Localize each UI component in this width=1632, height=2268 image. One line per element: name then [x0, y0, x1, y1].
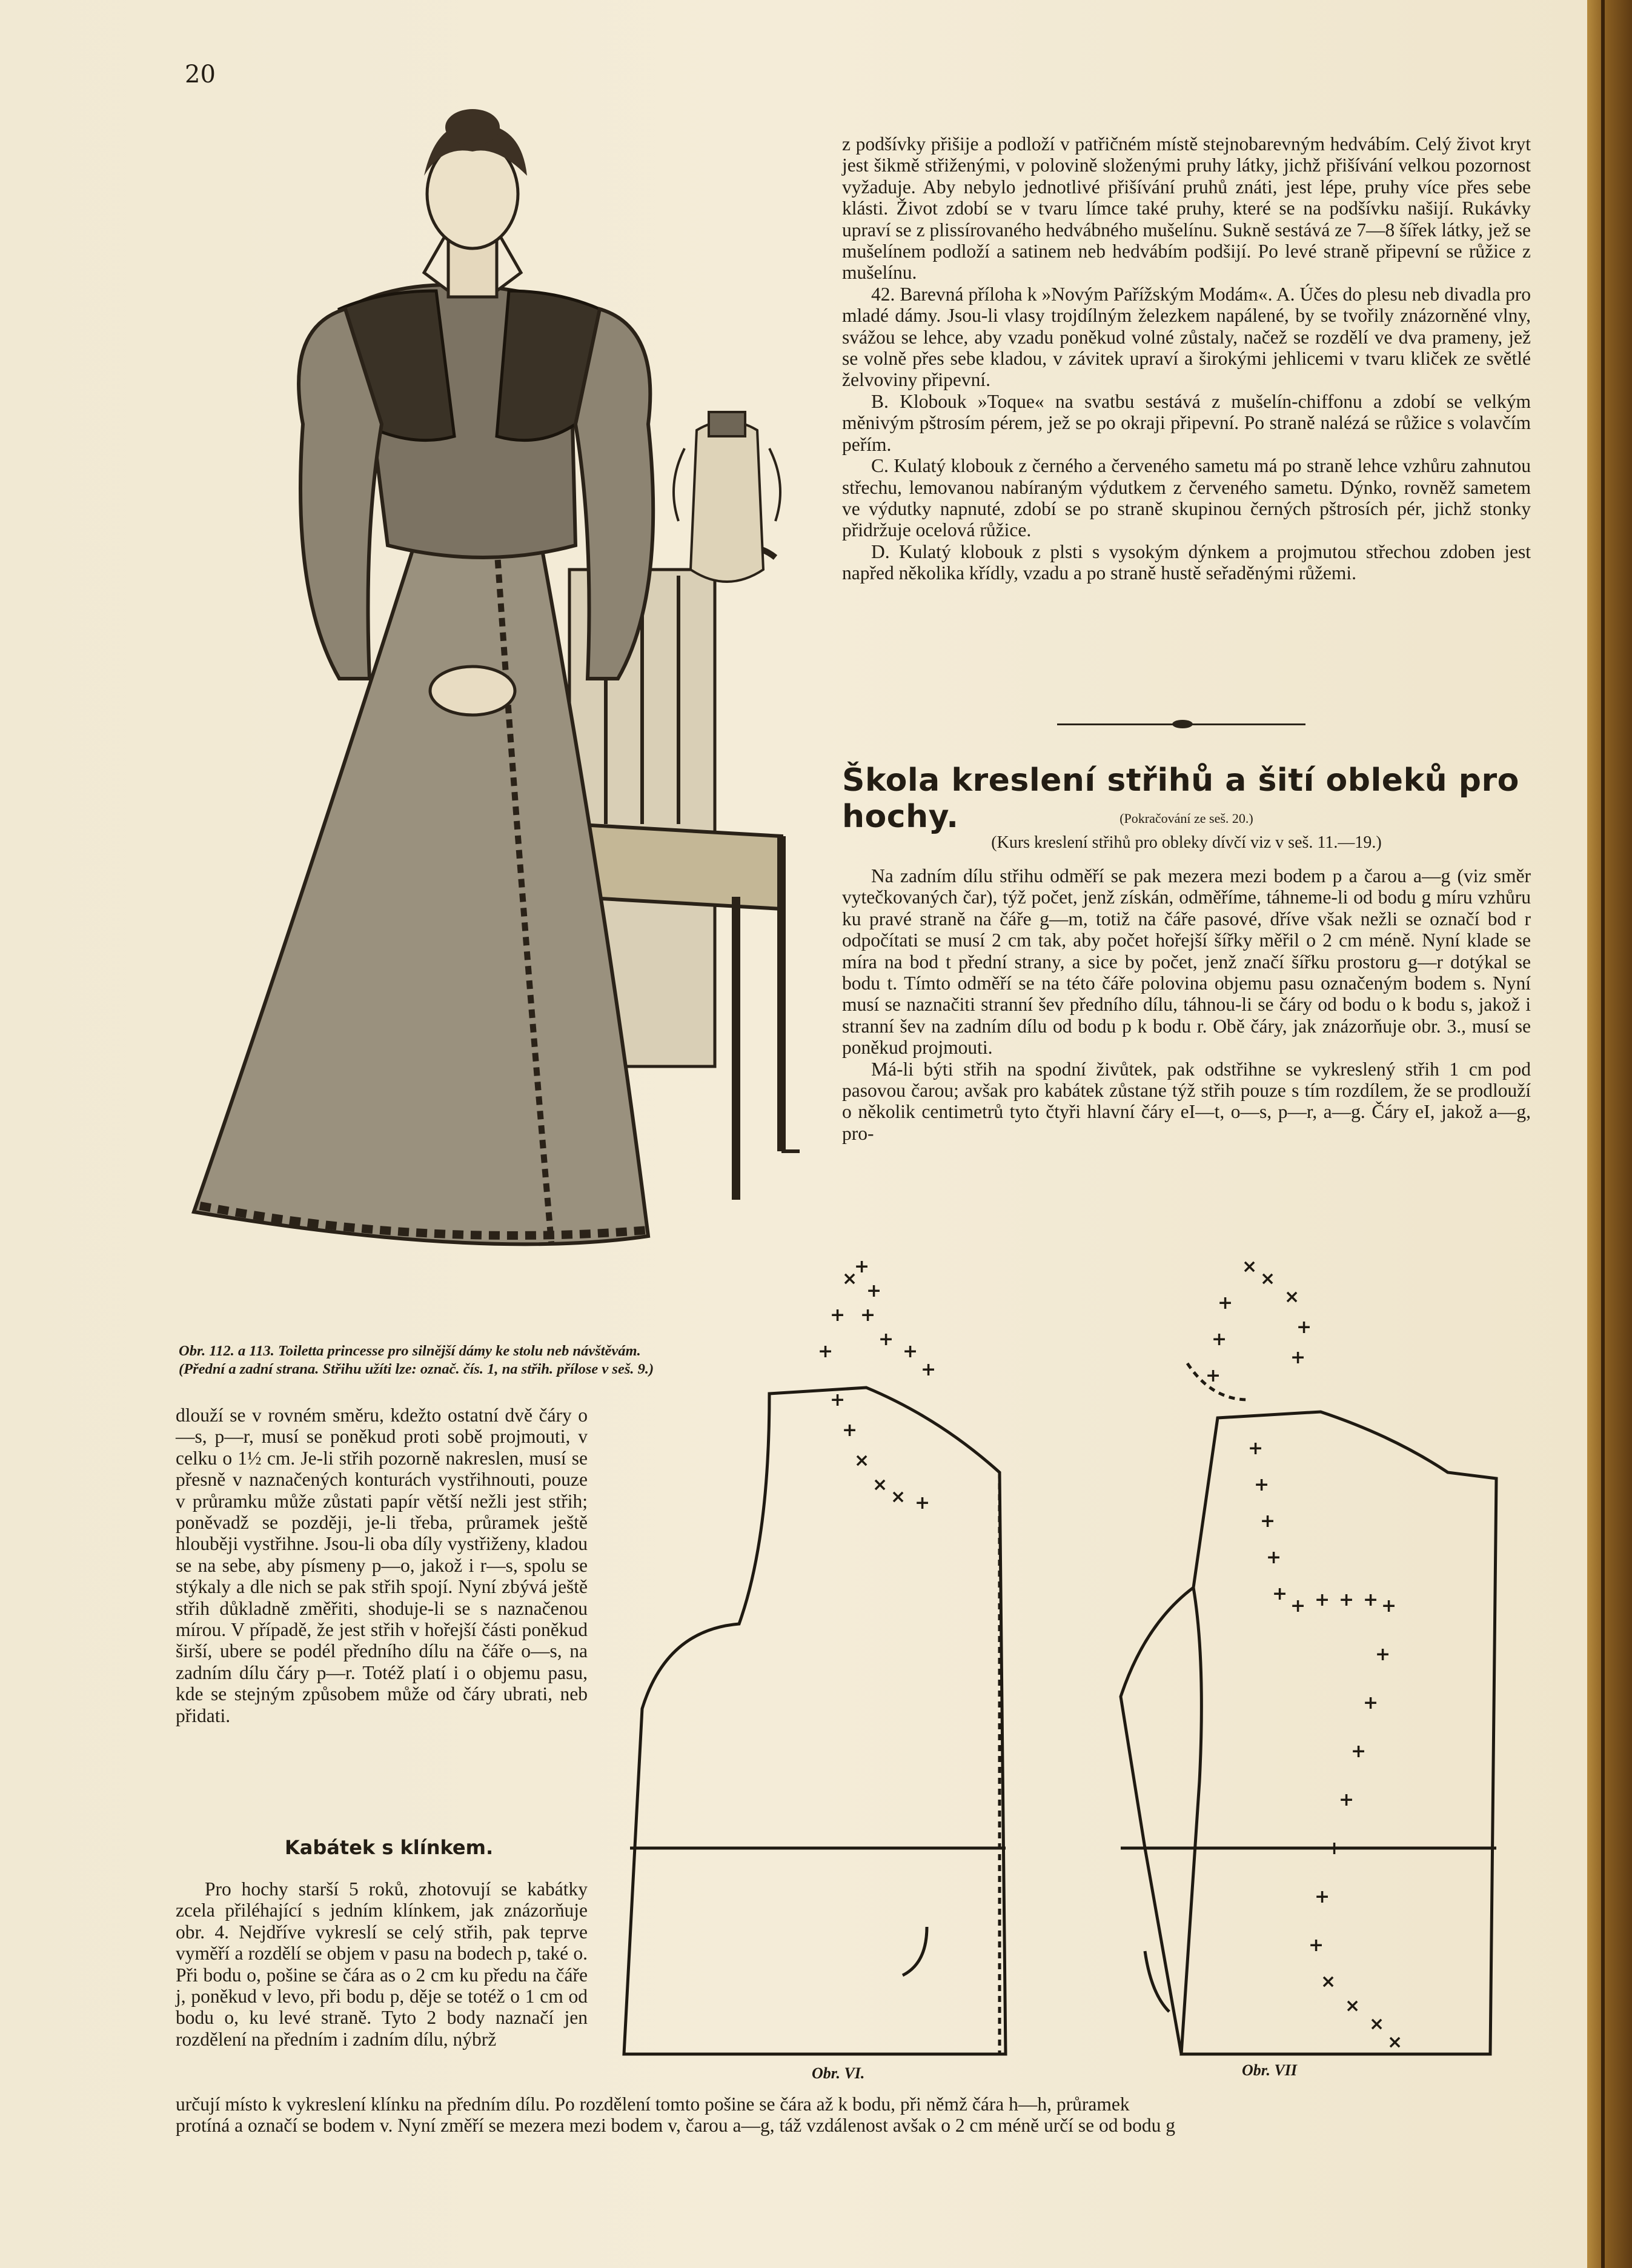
svg-text:+: + [1272, 1583, 1288, 1605]
spine-edge [1601, 0, 1605, 2268]
back-view-sketch [674, 412, 780, 582]
svg-text:+: + [1363, 1589, 1379, 1611]
svg-text:×: × [1345, 1995, 1361, 2017]
svg-text:+: + [1381, 1595, 1397, 1617]
paragraph: C. Kulatý klobouk z černého a červeného sametu má po straně lehce vzhůru zahnutou střechu, lemovanou nabíraným výdutkem z červeného sametu. Dýnko, rovněž sametem ve výdutky napnuté, zdobí se po straně skupinou černých pštrosích pér, jichž stonky přidržuje ocelová růžice. [842, 455, 1531, 541]
svg-text:+: + [1206, 1365, 1221, 1386]
svg-text:+: + [1309, 1935, 1324, 1956]
svg-text:+: + [1351, 1741, 1367, 1762]
caption-line: (Přední a zadní strana. Střihu užíti lze: označ. čís. 1, na střih. přílose v seš. 9.) [179, 1361, 654, 1377]
svg-text:+: + [921, 1359, 937, 1380]
text-column-left [176, 1405, 588, 1726]
caption-line: Obr. 112. a 113. Toiletta princesse pro silnější dámy ke stolu neb návštěvám. [179, 1343, 641, 1359]
svg-text:+: + [842, 1420, 858, 1441]
svg-text:+: + [1218, 1292, 1233, 1314]
divider-ornament [1172, 720, 1193, 728]
svg-text:+: + [1296, 1317, 1312, 1338]
svg-text:+: + [1260, 1511, 1276, 1532]
svg-text:×: × [1284, 1286, 1300, 1308]
section-heading: Škola kreslení střihů a šití obleků pro hochy. [842, 762, 1519, 835]
book-spine [1587, 0, 1632, 2268]
svg-text:+: + [1290, 1347, 1306, 1368]
svg-text:+: + [1266, 1547, 1282, 1568]
paragraph: z podšívky přišije a podloží v patřičném místě stejnobarevným hedvábím. Celý život kryt jest šikmě střiženými, v polovině složenými pruhy látky, jichž přišívání velkou pozornost vyžaduje. Aby nebylo jednotlivé přišívání pruhů znáti, jest lépe, pruhy více přes sebe klásti. Život zdobí se v tvaru límce také pruhy, které se na podšívku našijí. Rukávky upraví se z plissírovaného hedvábného mušelínu. Sukně sestává ze 7—8 šířek látky, jež se mušelínem podloží a satinem neb hedvábím podšijí. Po levé straně připevní se růžice z mušelínu. [842, 133, 1531, 284]
svg-text:×: × [1260, 1268, 1276, 1289]
text-column-left-2 [176, 1878, 588, 2050]
svg-text:×: × [854, 1450, 870, 1471]
svg-text:×: × [1242, 1256, 1258, 1277]
svg-text:+: + [1327, 1838, 1342, 1859]
text-column-right-main [842, 865, 1531, 1144]
svg-text:+: + [1315, 1886, 1330, 1907]
pattern-diagram-vii [1109, 1236, 1533, 2079]
paragraph: Na zadním dílu střihu odměří se pak mezera mezi bodem p a čarou a—g (viz směr vytečkovaných čar), týž počet, jenž získán, odměříme, táhneme-li od bodu g míru vzhůru ku pravé straně na čáře g—m, totiž na čáře pasové, dříve však nežli se označí bod r odpočítati se musí 2 cm tak, aby počet hořejší šířky měřil o 2 cm méně. Nyní klade se míra na bod t přední strany, a sice by počet, jenž značí šířku prostoru g—r dotýkal se bodu t. Tímto odměří se na této čáře polovina objemu pasu označeným bodem s. Nyní musí se naznačiti stranní šev předního dílu, táhnou-li se čáry od bodu o k bodu s, jakož i stranní šev na zadním dílu od bodu p k bodu r. Obě čáry, jak znázorňuje obr. 3., musí se poněkud projmouti. [842, 865, 1531, 1059]
figure-label-vi: Obr. VI. [812, 2064, 865, 2082]
figure-label-vii: Obr. VII [1242, 2061, 1298, 2079]
paragraph: dlouží se v rovném směru, kdežto ostatní dvě čáry o—s, p—r, musí se poněkud proti sobě projmouti, v celku o 1½ cm. Je-li střih pozorně nakreslen, musí se přesně v naznačených konturách vystřihnouti, pouze v průramku může zůstati papír větší nežli jest střih; poněvadž se později, je-li třeba, průramek ještě hlouběji vystřihne. Jsou-li oba díly vystřiženy, kladou se na sebe, aby písmeny p—o, jakož i r—s, spolu se stýkaly a dle nich se pak střih spojí. Nyní zbývá ještě střih důkladně změřiti, shoduje-li se s naznačenou mírou. V případě, že jest střih v hořejší části poněkud širší, ubere se podél předního dílu na čáře o—s, na zadním dílu čáry p—r. Totéž platí i o objemu pasu, kde se stejným způsobem může od čáry ubrati, neb přidati. [176, 1405, 588, 1726]
svg-text:×: × [1387, 2032, 1403, 2053]
svg-text:+: + [830, 1389, 846, 1411]
paragraph: 42. Barevná příloha k »Novým Pařížským Modám«. A. Účes do plesu neb divadla pro mladé dámy. Jsou-li vlasy trojdílným železkem napálené, by se tvořily znázorněné vlny, svážou se lehce, aby vzadu poněkud volné zůstaly, načež se rozdělí ve dva prameny, jež se volně přes sebe kladou, v závitek upraví a širokými jehlicemi v tvaru kliček ze světlé želvoviny připevní. [842, 283, 1531, 391]
paragraph: Má-li býti střih na spodní živůtek, pak odstřihne se vykreslený střih 1 cm pod pasovou čarou; avšak pro kabátek zůstane týž střih pouze s tím rozdílem, že se prodlouží o několik centimetrů tyto čtyři hlavní čáry eI—t, o—s, p—r, a—g. Čáry eI, jakož a—g, pro- [842, 1058, 1531, 1144]
svg-text:+: + [860, 1305, 876, 1326]
text-column-right-top [842, 133, 1531, 584]
svg-text:×: × [842, 1268, 858, 1289]
dress-illustration [182, 109, 824, 1260]
svg-text:+: + [1290, 1595, 1306, 1617]
svg-text:+: + [903, 1341, 918, 1362]
svg-text:×: × [891, 1486, 906, 1508]
svg-text:+: + [1375, 1644, 1391, 1665]
paragraph: B. Klobouk »Toque« na svatbu sestává z mušelín-chiffonu a zdobí se velkým měnivým pštrosím pérem, jež se po okraji připevní. Po straně nalézá se růžice s volavčím peřím. [842, 390, 1531, 455]
svg-text:+: + [1363, 1692, 1379, 1714]
svg-text:+: + [830, 1305, 846, 1326]
svg-text:+: + [878, 1329, 894, 1350]
page-number: 20 [185, 61, 216, 88]
subheading: Kabátek s klínkem. [285, 1836, 494, 1859]
svg-text:+: + [1254, 1474, 1270, 1495]
svg-text:+: + [1315, 1589, 1330, 1611]
svg-text:×: × [1321, 1971, 1336, 1992]
continued-note: (Pokračování ze seš. 20.) [1120, 811, 1253, 826]
paragraph: Pro hochy starší 5 roků, zhotovují se kabátky zcela přiléhající s jedním klínkem, jak znázorňuje obr. 4. Nejdříve vykreslí se celý střih, pak teprve vyměří a rozdělí se objem v pasu na bodech p, také o. Při bodu o, pošine se čára as o 2 cm ku předu na čáře j, poněkud v levo, při bodu p, děje se totéž o 1 cm od bodu o, ku levé straně. Tyto 2 body naznačí jen rozdělení na předním i zadním dílu, nýbrž [176, 1878, 588, 2050]
svg-text:+: + [854, 1256, 870, 1277]
svg-text:+: + [915, 1492, 930, 1514]
text-line: protíná a označí se bodem v. Nyní změří se mezera mezi bodem v, čarou a—g, táž vzdálenost avšak o 2 cm méně určí se od bodu g [176, 2115, 1175, 2137]
text-line: určují místo k vykreslení klínku na předním dílu. Po rozdělení tomto pošine se čára až k bodu, při němž čára h—h, průramek [176, 2093, 1130, 2115]
svg-text:+: + [1339, 1789, 1355, 1811]
svg-text:+: + [1248, 1438, 1264, 1459]
svg-text:+: + [818, 1341, 834, 1362]
pattern-diagram-vi [612, 1236, 1048, 2082]
paragraph: D. Kulatý klobouk z plsti s vysokým dýnkem a projmutou střechou zdoben jest napřed několika křídly, vzadu a po straně hustě seřaděnými růžemi. [842, 540, 1531, 584]
svg-text:×: × [1369, 2014, 1385, 2035]
svg-text:+: + [1339, 1589, 1355, 1611]
course-note: (Kurs kreslení střihů pro obleky dívčí viz v seš. 11.—19.) [991, 833, 1382, 852]
svg-text:+: + [1212, 1329, 1227, 1350]
svg-text:+: + [866, 1280, 882, 1302]
bottom-text [176, 2093, 1531, 2137]
svg-text:×: × [872, 1474, 888, 1495]
